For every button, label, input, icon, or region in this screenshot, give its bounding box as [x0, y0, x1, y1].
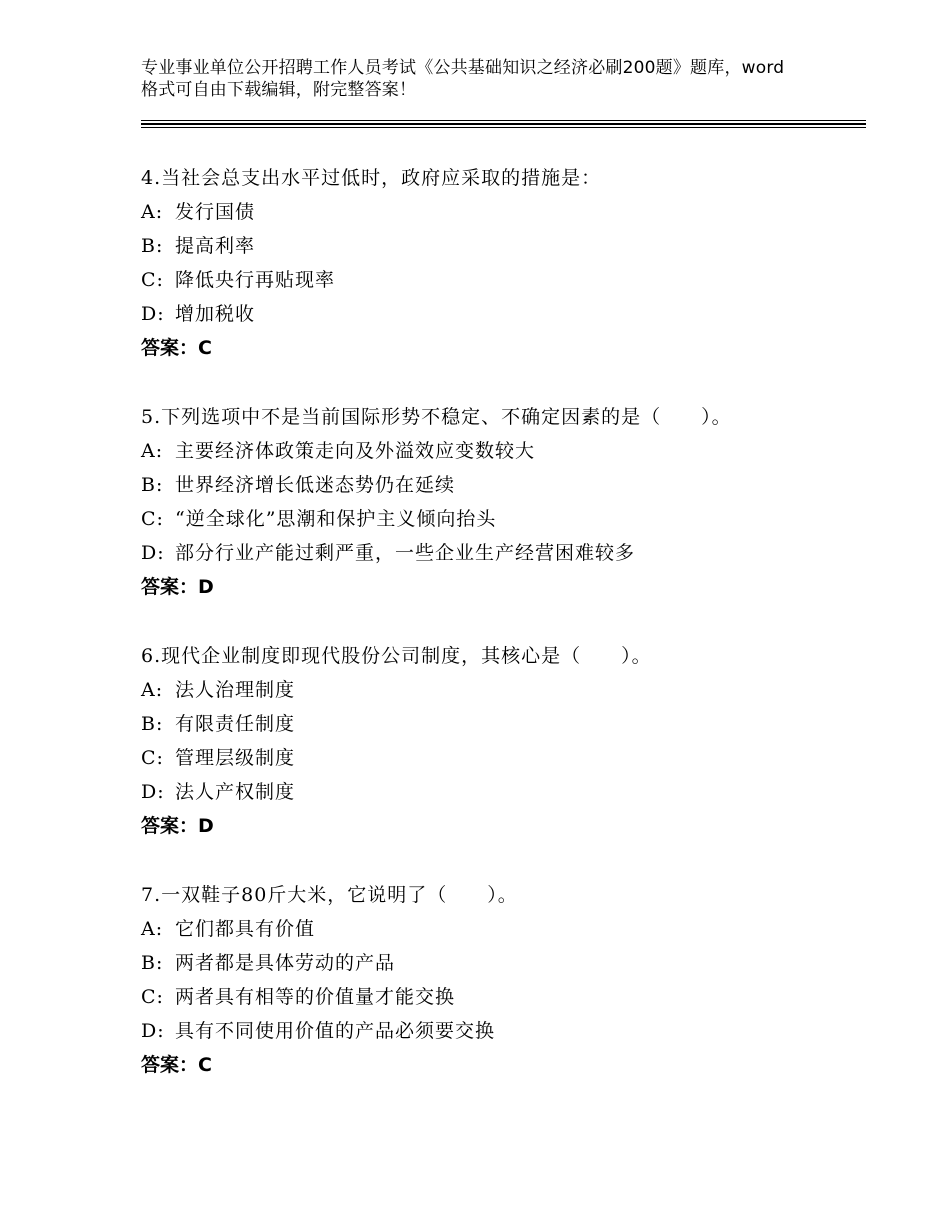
question-6 — [141, 639, 901, 843]
question-stem: 5.下列选项中不是当前国际形势不稳定、不确定因素的是（ ）。 — [141, 406, 732, 428]
option-letter: A: — [141, 918, 164, 940]
question-7 — [141, 878, 901, 1082]
option-text: 具有不同使用价值的产品必须要交换 — [175, 1020, 496, 1042]
option-letter: C: — [141, 508, 164, 530]
question-stem: 7.一双鞋子80斤大米，它说明了（ ）。 — [141, 884, 518, 906]
answer-label: 答案：C — [141, 1054, 212, 1076]
option-a — [141, 434, 901, 468]
option-d — [141, 536, 901, 570]
option-text: 管理层级制度 — [175, 747, 296, 769]
question-4 — [141, 161, 901, 365]
option-letter: D: — [141, 1020, 165, 1042]
option-letter: A: — [141, 201, 164, 223]
option-text: 主要经济体政策走向及外溢效应变数较大 — [175, 440, 536, 462]
option-text: 两者都是具体劳动的产品 — [175, 952, 396, 974]
option-d — [141, 775, 901, 809]
option-text: 法人治理制度 — [175, 679, 296, 701]
option-letter: C: — [141, 269, 164, 291]
option-letter: B: — [141, 474, 164, 496]
question-stem: 6.现代企业制度即现代股份公司制度，其核心是（ ）。 — [141, 645, 652, 667]
question-stem: 4.当社会总支出水平过低时，政府应采取的措施是： — [141, 167, 602, 189]
answer-label: 答案：C — [141, 337, 212, 359]
option-letter: D: — [141, 303, 165, 325]
option-text: 世界经济增长低迷态势仍在延续 — [175, 474, 456, 496]
option-c — [141, 263, 901, 297]
option-b — [141, 707, 901, 741]
option-text: 增加税收 — [175, 303, 256, 325]
document-header: 专业事业单位公开招聘工作人员考试《公共基础知识之经济必刷200题》题库，word格式可自由下载编辑，附完整答案！ — [141, 58, 785, 100]
option-letter: A: — [141, 679, 164, 701]
option-d — [141, 1014, 901, 1048]
option-a — [141, 912, 901, 946]
option-letter: C: — [141, 986, 164, 1008]
option-text: 降低央行再贴现率 — [175, 269, 336, 291]
option-c — [141, 741, 901, 775]
option-letter: B: — [141, 235, 164, 257]
option-text: 有限责任制度 — [175, 713, 296, 735]
option-d — [141, 297, 901, 331]
option-letter: D: — [141, 542, 165, 564]
header-rule-middle — [141, 123, 866, 125]
option-text: 部分行业产能过剩严重，一些企业生产经营困难较多 — [175, 542, 636, 564]
header-rule-top — [141, 120, 866, 121]
option-text: 它们都具有价值 — [175, 918, 316, 940]
question-5 — [141, 400, 901, 604]
option-letter: C: — [141, 747, 164, 769]
answer-label: 答案：D — [141, 815, 214, 837]
answer-label: 答案：D — [141, 576, 214, 598]
option-c — [141, 980, 901, 1014]
option-c — [141, 502, 901, 536]
option-letter: A: — [141, 440, 164, 462]
option-letter: D: — [141, 781, 165, 803]
option-b — [141, 946, 901, 980]
option-a — [141, 673, 901, 707]
option-letter: B: — [141, 952, 164, 974]
option-text: 提高利率 — [175, 235, 256, 257]
option-text: 法人产权制度 — [175, 781, 296, 803]
option-text: 两者具有相等的价值量才能交换 — [175, 986, 456, 1008]
option-b — [141, 229, 901, 263]
option-a — [141, 195, 901, 229]
header-rule-bottom — [141, 127, 866, 128]
option-letter: B: — [141, 713, 164, 735]
option-text: “逆全球化”思潮和保护主义倾向抬头 — [175, 508, 497, 530]
option-text: 发行国债 — [175, 201, 256, 223]
option-b — [141, 468, 901, 502]
